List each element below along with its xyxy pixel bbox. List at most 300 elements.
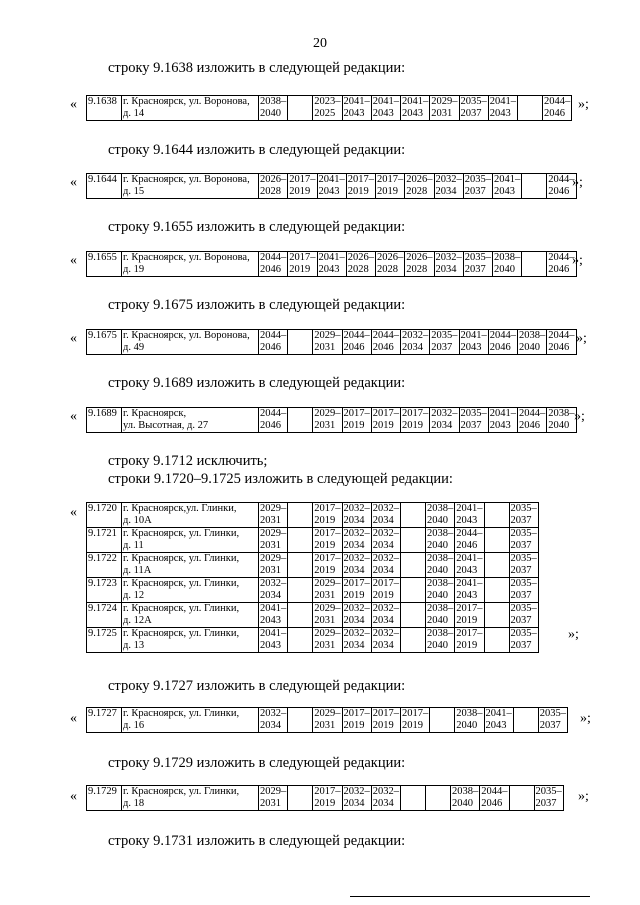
year-range-cell [342, 708, 371, 733]
year-range-cell [259, 528, 288, 553]
row-number: 9.1689 [87, 408, 122, 433]
year-line: 2035– [510, 553, 537, 564]
section-heading: строку 9.1712 исключить; [108, 453, 268, 469]
year-range-cell [259, 96, 288, 121]
year-range-cell [455, 503, 484, 528]
year-line: 2019 [343, 420, 365, 431]
year-range-cell [259, 330, 288, 355]
year-line [486, 615, 508, 627]
year-line: 2019 [314, 798, 336, 809]
year-line: 2025 [314, 108, 336, 119]
table-row [87, 786, 564, 811]
year-line: 2043 [460, 342, 482, 353]
year-line: 2017– [343, 408, 370, 419]
year-line: 2035– [431, 330, 458, 341]
amendment-table [86, 707, 568, 733]
year-line: 2044– [548, 330, 575, 341]
quote-close: »; [578, 789, 589, 804]
year-line: 2031 [260, 540, 281, 551]
year-line: 2017– [372, 408, 399, 419]
year-line: 2038– [548, 408, 575, 419]
year-line: 2031 [431, 108, 453, 119]
year-line: 2041– [460, 330, 487, 341]
year-line [402, 798, 424, 810]
year-range-cell [455, 603, 484, 628]
year-line [402, 578, 424, 590]
year-range-cell [426, 578, 455, 603]
year-line: 2043 [318, 264, 340, 275]
table-row [87, 553, 539, 578]
year-range-cell [484, 628, 509, 653]
year-line [431, 708, 453, 720]
year-line: 2028 [406, 186, 428, 197]
year-range-cell [480, 786, 509, 811]
year-line [427, 786, 449, 798]
address-cell [122, 786, 259, 811]
year-line: 2041– [456, 578, 483, 589]
year-range-cell [313, 503, 342, 528]
address-cell [122, 174, 259, 199]
year-line: 2043 [260, 615, 281, 626]
year-line: 2043 [494, 186, 515, 197]
year-line [402, 628, 424, 640]
year-line: 2041– [260, 603, 287, 614]
year-line: 2034 [372, 640, 394, 651]
address-cell [122, 408, 259, 433]
year-line [289, 515, 311, 527]
year-range-cell [522, 252, 547, 277]
year-range-cell [484, 503, 509, 528]
year-range-cell [455, 628, 484, 653]
year-line: 2019 [402, 420, 423, 431]
year-line [486, 603, 508, 615]
year-line: 2044– [519, 408, 546, 419]
year-line: 2032– [343, 553, 370, 564]
quote-close: »; [576, 331, 587, 346]
year-line: 2041– [485, 708, 512, 719]
year-line: 2031 [314, 615, 336, 626]
year-line: 2031 [260, 798, 281, 809]
year-line: 2023– [314, 96, 341, 107]
year-range-cell [426, 603, 455, 628]
year-line: 2037 [510, 615, 532, 626]
address-line: г. Красноярск, ул. Воронова, [123, 174, 250, 185]
table-row [87, 628, 539, 653]
signature-line [350, 896, 590, 897]
quote-open: « [70, 789, 77, 804]
year-line: 2041– [489, 408, 516, 419]
year-line: 2026– [260, 174, 287, 185]
year-range-cell [538, 708, 567, 733]
quote-open: « [70, 97, 77, 112]
year-line [289, 408, 311, 420]
year-range-cell [547, 252, 576, 277]
year-line [486, 565, 508, 577]
year-line [289, 540, 311, 552]
amendment-table [86, 785, 564, 811]
year-line [523, 264, 545, 276]
address-line: г. Красноярск, ул. Глинки, [123, 528, 240, 539]
year-line [523, 252, 545, 264]
year-line: 2044– [489, 330, 516, 341]
year-line: 2017– [289, 174, 316, 185]
address-line: ул. Высотная, д. 27 [123, 420, 209, 431]
year-line: 2029– [431, 96, 458, 107]
year-line: 2028 [377, 264, 398, 275]
year-range-cell [509, 553, 538, 578]
year-range-cell [259, 603, 288, 628]
year-range-cell [288, 603, 313, 628]
year-line [289, 640, 311, 652]
year-line: 2035– [510, 578, 537, 589]
year-line: 2040 [519, 342, 540, 353]
section-heading: строку 9.1675 изложить в следующей редакции: [108, 297, 406, 313]
year-range-cell [488, 330, 517, 355]
year-range-cell [288, 330, 313, 355]
amendment-table [86, 95, 572, 121]
year-line: 2040 [260, 108, 281, 119]
quote-close: »; [572, 253, 583, 268]
year-line [289, 708, 311, 720]
year-range-cell [371, 528, 400, 553]
year-range-cell [430, 708, 455, 733]
quote-close: »; [580, 711, 591, 726]
year-range-cell [288, 408, 313, 433]
section-heading: строку 9.1689 изложить в следующей редакции: [108, 375, 406, 391]
year-range-cell [259, 174, 288, 199]
address-cell [122, 252, 259, 277]
address-line: д. 19 [123, 264, 145, 275]
table-row [87, 578, 539, 603]
table-row [87, 408, 577, 433]
year-line: 2037 [510, 540, 532, 551]
year-line: 2034 [372, 565, 394, 576]
year-range-cell [288, 503, 313, 528]
year-line: 2040 [427, 615, 448, 626]
year-line: 2029– [314, 408, 341, 419]
year-line: 2044– [260, 408, 287, 419]
row-number: 9.1721 [87, 528, 122, 553]
address-cell [122, 628, 259, 653]
year-line: 2037 [510, 590, 532, 601]
year-line [519, 96, 541, 108]
year-line: 2017– [314, 553, 341, 564]
year-range-cell [313, 330, 342, 355]
year-range-cell [371, 96, 400, 121]
year-line: 2034 [372, 515, 394, 526]
year-range-cell [543, 96, 572, 121]
year-line: 2032– [372, 603, 399, 614]
address-line: д. 11 [123, 540, 144, 551]
year-line [519, 108, 541, 120]
year-range-cell [401, 628, 426, 653]
year-line: 2034 [435, 186, 457, 197]
year-range-cell [455, 528, 484, 553]
year-line: 2043 [485, 720, 507, 731]
amendment-table [86, 173, 577, 199]
year-line [289, 330, 311, 342]
address-line: д. 49 [123, 342, 145, 353]
address-line: д. 18 [123, 798, 145, 809]
year-range-cell [371, 708, 400, 733]
address-cell [122, 330, 259, 355]
year-range-cell [313, 528, 342, 553]
year-line [402, 603, 424, 615]
year-range-cell [313, 603, 342, 628]
year-line [289, 628, 311, 640]
year-line [289, 553, 311, 565]
year-range-cell [342, 786, 371, 811]
year-line: 2019 [372, 720, 394, 731]
year-line: 2029– [260, 503, 287, 514]
year-range-cell [342, 330, 371, 355]
year-line: 2043 [456, 565, 478, 576]
year-line: 2044– [456, 528, 483, 539]
row-number: 9.1729 [87, 786, 122, 811]
year-range-cell [259, 503, 288, 528]
year-line: 2029– [314, 330, 341, 341]
year-range-cell [259, 553, 288, 578]
year-range-cell [313, 578, 342, 603]
year-line: 2044– [544, 96, 571, 107]
year-range-cell [288, 553, 313, 578]
year-line: 2017– [402, 408, 429, 419]
year-range-cell [509, 786, 534, 811]
year-range-cell [463, 174, 492, 199]
year-range-cell [401, 96, 430, 121]
year-line: 2043 [456, 515, 478, 526]
year-line: 2044– [372, 330, 399, 341]
year-line: 2040 [548, 420, 570, 431]
year-line: 2032– [343, 528, 370, 539]
year-line: 2037 [431, 342, 453, 353]
address-line: г. Красноярск, ул. Глинки, [123, 603, 240, 614]
year-line: 2019 [343, 720, 365, 731]
year-range-cell [405, 252, 434, 277]
year-range-cell [547, 330, 576, 355]
year-range-cell [455, 553, 484, 578]
quote-open: « [70, 505, 77, 520]
year-range-cell [426, 628, 455, 653]
year-range-cell [371, 603, 400, 628]
address-line: д. 12А [123, 615, 152, 626]
year-line: 2041– [494, 174, 521, 185]
year-line: 2046 [372, 342, 394, 353]
year-line: 2035– [460, 96, 487, 107]
year-range-cell [313, 553, 342, 578]
year-line: 2046 [260, 342, 281, 353]
quote-open: « [70, 175, 77, 190]
year-line: 2035– [510, 603, 537, 614]
year-line: 2038– [427, 578, 454, 589]
year-range-cell [547, 408, 576, 433]
year-line: 2034 [343, 565, 365, 576]
address-line: д. 13 [123, 640, 145, 651]
year-line [289, 786, 311, 798]
year-range-cell [401, 528, 426, 553]
address-line: д. 11А [123, 565, 152, 576]
row-number: 9.1720 [87, 503, 122, 528]
year-range-cell [493, 252, 522, 277]
year-range-cell [509, 528, 538, 553]
year-line: 2038– [456, 708, 483, 719]
year-line [511, 786, 533, 798]
year-line: 2034 [435, 264, 457, 275]
row-number: 9.1638 [87, 96, 122, 121]
year-line [511, 798, 533, 810]
year-line: 2037 [460, 420, 482, 431]
year-line [289, 720, 311, 732]
address-cell [122, 553, 259, 578]
row-number: 9.1675 [87, 330, 122, 355]
year-line: 2044– [260, 252, 287, 263]
year-line: 2046 [343, 342, 365, 353]
year-line: 2031 [314, 640, 336, 651]
year-line [289, 590, 311, 602]
address-cell [122, 96, 259, 121]
year-range-cell [434, 252, 463, 277]
year-line: 2017– [372, 578, 399, 589]
year-line [402, 515, 424, 527]
year-range-cell [371, 553, 400, 578]
year-line: 2028 [406, 264, 428, 275]
year-line [515, 720, 537, 732]
address-cell [122, 603, 259, 628]
year-line [289, 96, 311, 108]
year-line: 2041– [372, 96, 399, 107]
address-line: г. Красноярск, ул. Воронова, [123, 96, 250, 107]
year-line: 2037 [539, 720, 561, 731]
amendment-table [86, 329, 577, 355]
year-range-cell [259, 628, 288, 653]
year-line: 2019 [289, 264, 311, 275]
year-line: 2040 [427, 565, 448, 576]
year-line: 2041– [260, 628, 287, 639]
year-line: 2040 [494, 264, 515, 275]
year-line [402, 540, 424, 552]
address-cell [122, 528, 259, 553]
year-range-cell [342, 408, 371, 433]
year-line: 2038– [519, 330, 546, 341]
year-range-cell [376, 252, 405, 277]
year-range-cell [401, 330, 430, 355]
year-range-cell [430, 408, 459, 433]
year-line: 2038– [427, 628, 454, 639]
year-range-cell [288, 96, 313, 121]
year-line: 2041– [489, 96, 516, 107]
section-heading: строку 9.1655 изложить в следующей редакции: [108, 219, 406, 235]
year-line [486, 515, 508, 527]
section-heading: строку 9.1731 изложить в следующей редакции: [108, 833, 406, 849]
year-line: 2041– [402, 96, 429, 107]
year-line: 2040 [452, 798, 473, 809]
year-line: 2031 [260, 565, 281, 576]
year-line: 2043 [372, 108, 394, 119]
year-range-cell [401, 408, 430, 433]
year-line: 2029– [314, 628, 341, 639]
year-range-cell [401, 553, 426, 578]
year-line [289, 342, 311, 354]
year-line: 2019 [456, 615, 478, 626]
table-row [87, 330, 577, 355]
year-range-cell [484, 708, 513, 733]
year-line: 2031 [260, 515, 281, 526]
year-range-cell [509, 503, 538, 528]
year-line [427, 798, 449, 810]
year-line: 2017– [314, 528, 341, 539]
year-range-cell [401, 578, 426, 603]
year-range-cell [463, 252, 492, 277]
year-line: 2019 [402, 720, 423, 731]
year-range-cell [430, 330, 459, 355]
address-cell [122, 578, 259, 603]
year-line: 2028 [347, 264, 369, 275]
year-line: 2043 [489, 108, 511, 119]
row-number: 9.1723 [87, 578, 122, 603]
year-range-cell [259, 408, 288, 433]
year-line: 2031 [314, 420, 336, 431]
year-range-cell [401, 603, 426, 628]
year-range-cell [371, 786, 400, 811]
year-line: 2035– [464, 252, 491, 263]
year-line: 2032– [343, 786, 370, 797]
year-line [523, 174, 545, 186]
year-line: 2037 [464, 186, 486, 197]
address-cell [122, 708, 259, 733]
year-line: 2035– [510, 528, 537, 539]
year-range-cell [346, 252, 375, 277]
year-line [486, 553, 508, 565]
year-line: 2032– [431, 408, 458, 419]
year-line: 2026– [406, 174, 433, 185]
year-line: 2043 [456, 590, 478, 601]
year-line: 2017– [343, 708, 370, 719]
year-range-cell [488, 96, 517, 121]
table-row [87, 252, 577, 277]
section-heading: строки 9.1720–9.1725 изложить в следующей редакции: [108, 471, 453, 487]
year-range-cell [317, 252, 346, 277]
year-range-cell [426, 553, 455, 578]
year-line [289, 615, 311, 627]
year-line: 2026– [406, 252, 433, 263]
year-line: 2019 [289, 186, 311, 197]
year-range-cell [430, 96, 459, 121]
year-range-cell [401, 708, 430, 733]
year-range-cell [401, 503, 426, 528]
year-line: 2029– [314, 578, 341, 589]
address-line: д. 16 [123, 720, 145, 731]
year-line: 2038– [427, 553, 454, 564]
year-range-cell [459, 96, 488, 121]
address-line: г. Красноярск, ул. Воронова, [123, 252, 250, 263]
year-range-cell [371, 503, 400, 528]
quote-open: « [70, 253, 77, 268]
year-line: 2029– [314, 603, 341, 614]
year-line [289, 528, 311, 540]
year-line: 2019 [377, 186, 398, 197]
address-line: г. Красноярск, ул. Глинки, [123, 553, 240, 564]
year-range-cell [288, 252, 317, 277]
year-line: 2034 [431, 420, 453, 431]
year-line: 2038– [494, 252, 521, 263]
year-range-cell [342, 528, 371, 553]
year-line [486, 640, 508, 652]
year-line [289, 503, 311, 515]
year-line: 2046 [489, 342, 511, 353]
year-line: 2032– [343, 603, 370, 614]
year-range-cell [376, 174, 405, 199]
year-range-cell [455, 578, 484, 603]
